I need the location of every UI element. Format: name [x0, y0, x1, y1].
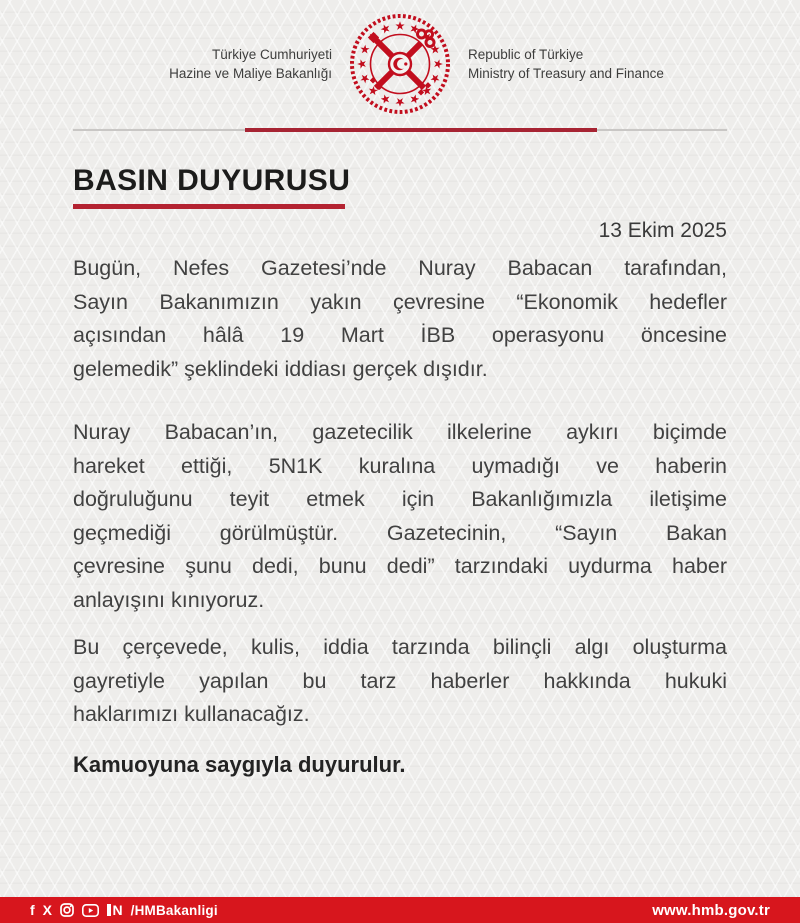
x-icon[interactable]: X: [42, 902, 53, 918]
paragraph-line: çevresine şunu dedi, bunu dedi” tarzındaki uydurma haber: [73, 554, 727, 578]
title-underline: [73, 204, 345, 209]
page-title: BASIN DUYURUSU: [73, 164, 351, 197]
paragraph-line: hareket ettiği, 5N1K kuralına uymadığı ve haberin: [73, 453, 727, 478]
header: [0, 12, 800, 116]
youtube-icon[interactable]: [82, 904, 99, 917]
header-divider: [73, 129, 727, 131]
crescent-star-icon: [389, 53, 411, 75]
paragraph-3: [73, 631, 727, 732]
website-url[interactable]: www.hmb.gov.tr: [652, 901, 770, 919]
paragraph-line: gelemedik” şeklindeki iddiası gerçek dışıdır.: [73, 356, 488, 381]
paragraph-line: anlayışını kınıyoruz.: [73, 587, 265, 612]
paragraph-line: Nuray Babacan’ın, gazetecilik ilkelerine aykırı biçimde: [73, 420, 727, 444]
facebook-icon[interactable]: f: [30, 902, 35, 918]
ministry-name-tr-line2: Hazine ve Maliye Bakanlığı: [169, 66, 332, 81]
paragraph-line: Bugün, Nefes Gazetesi’nde Nuray Babacan tarafından,: [73, 256, 727, 280]
closing-line: Kamuoyuna saygıyla duyurulur.: [73, 752, 406, 777]
paragraph-1: [73, 252, 727, 386]
footer-bar: [0, 897, 800, 923]
social-handle[interactable]: /HMBakanligi: [130, 902, 218, 918]
paragraph-2: [73, 416, 727, 617]
paragraph-line: gayretiyle yapılan bu tarz haberler hakkında hukuki: [73, 668, 727, 693]
ministry-emblem-icon: [348, 12, 452, 116]
ministry-name-en: [468, 45, 768, 83]
paragraph-line: doğruluğunu teyit etmek için Bakanlığımızla iletişime: [73, 487, 727, 511]
nsosyal-icon[interactable]: N: [107, 903, 123, 917]
paragraph-line: Bu çerçevede, kulis, iddia tarzında bilinçli algı oluşturma: [73, 635, 727, 659]
paragraph-line: haklarımızı kullanacağız.: [73, 702, 310, 726]
social-links: [30, 903, 218, 918]
paragraph-line: geçmediği görülmüştür. Gazetecinin, “Sayın Bakan: [73, 520, 727, 545]
date: 13 Ekim 2025: [598, 219, 727, 242]
ministry-name-en-line2: Ministry of Treasury and Finance: [468, 66, 664, 81]
instagram-icon[interactable]: [60, 903, 74, 917]
ministry-name-tr: [32, 45, 332, 83]
ministry-name-tr-line1: Türkiye Cumhuriyeti: [211, 47, 332, 62]
paragraph-line: Sayın Bakanımızın yakın çevresine “Ekonomik hedefler: [73, 289, 727, 314]
ministry-name-en-line1: Republic of Türkiye: [468, 47, 584, 62]
header-divider-red-segment: [245, 128, 597, 132]
paragraph-line: açısından hâlâ 19 Mart İBB operasyonu öncesine: [73, 323, 727, 347]
nsosyal-bar: [107, 904, 111, 916]
